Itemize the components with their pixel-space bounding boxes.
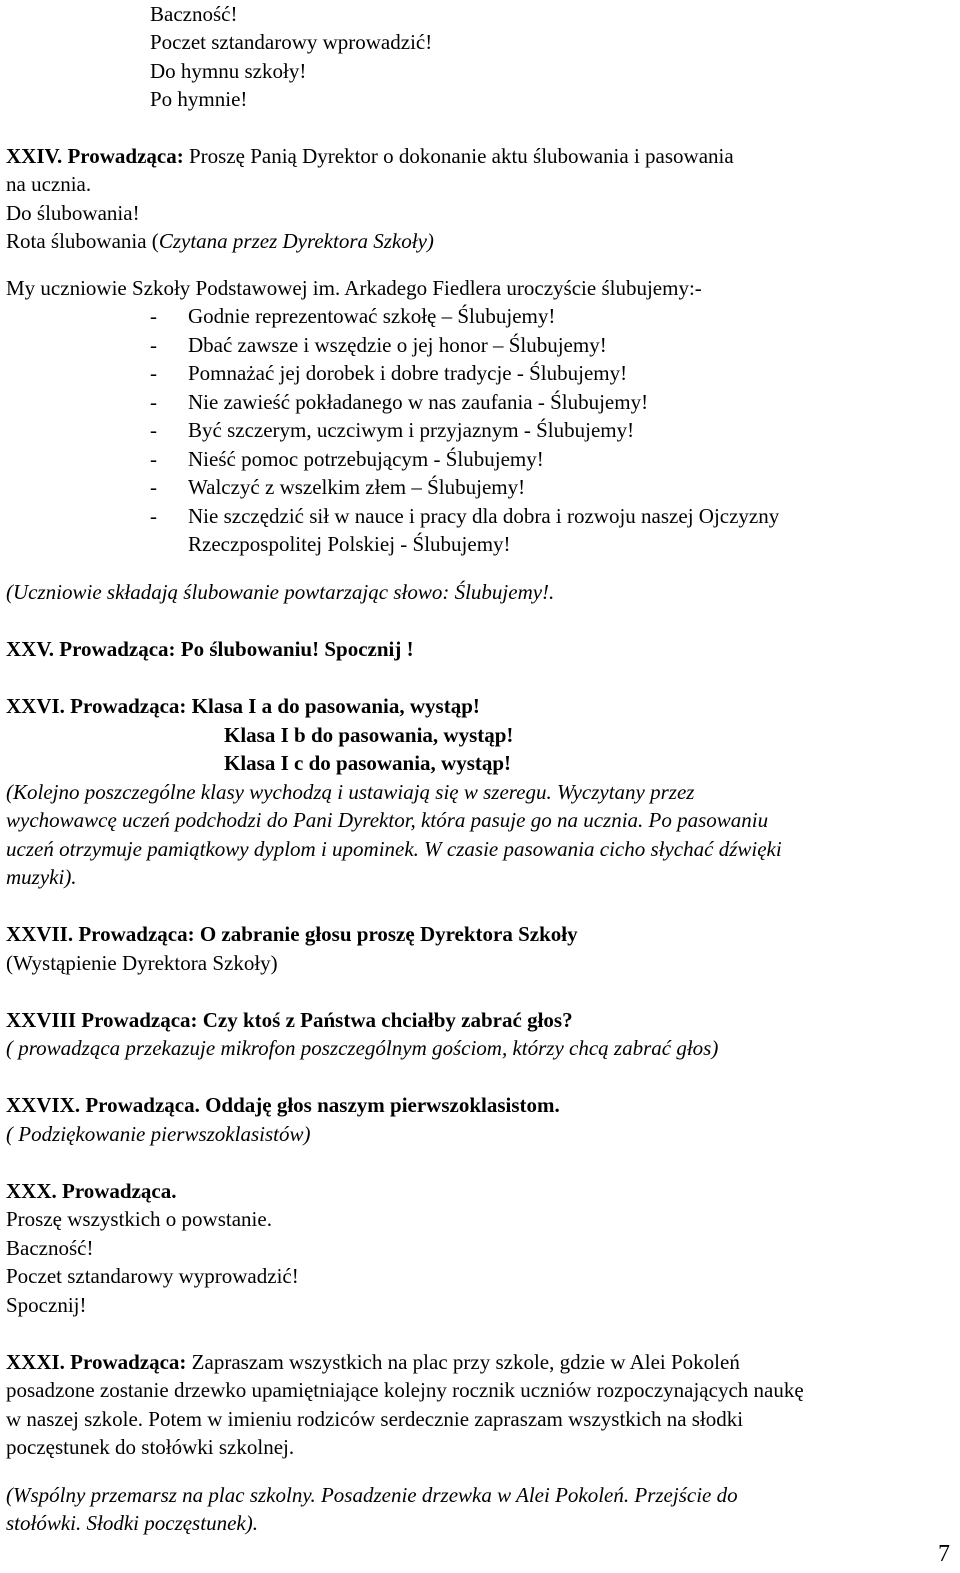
rota-note: Czytana przez Dyrektora Szkoły) (158, 229, 434, 253)
stage-note: stołówki. Słodki poczęstunek). (6, 1511, 258, 1535)
vow-dash: - (150, 447, 157, 471)
section-text: Do ślubowania! (6, 201, 140, 225)
opening-line: Do hymnu szkoły! (150, 59, 307, 83)
section-text: na ucznia. (6, 172, 92, 196)
stage-note: ( prowadząca przekazuje mikrofon poszczególnym gościom, którzy chcą zabrać głos) (6, 1036, 719, 1060)
opening-line: Baczność! (150, 2, 238, 26)
vow-item: Pomnażać jej dorobek i dobre tradycje - Ślubujemy! (188, 361, 628, 385)
rota-heading (6, 227, 434, 256)
vow-dash: - (150, 390, 157, 414)
rota-label: Rota ślubowania ( (6, 229, 159, 253)
vow-item: Nie zawieść pokładanego w nas zaufania - Ślubujemy! (188, 390, 649, 414)
vow-item: Nie szczędzić sił w nauce i pracy dla dobra i rozwoju naszej Ojczyzny (188, 504, 780, 528)
section-xxvix-heading: XXVIX. Prowadząca. Oddaję głos naszym pierwszoklasistom. (6, 1093, 560, 1117)
section-xxv-heading: XXV. Prowadząca: Po ślubowaniu! Spocznij ! (6, 637, 414, 661)
speaker-label: Prowadząca: (67, 144, 184, 168)
stage-note: wychowawcę uczeń podchodzi do Pani Dyrektor, która pasuje go na ucznia. Po pasowaniu (6, 808, 769, 832)
class-call: Klasa I c do pasowania, wystąp! (224, 751, 512, 775)
section-text: poczęstunek do stołówki szkolnej. (6, 1435, 295, 1459)
section-text: w naszej szkole. Potem w imieniu rodziców serdecznie zapraszam wszystkich na słodki (6, 1407, 744, 1431)
section-text: Zapraszam wszystkich na plac przy szkole, gdzie w Alei Pokoleń (191, 1350, 740, 1374)
section-xxxi-heading (6, 1348, 740, 1377)
speaker-label: Prowadząca: (70, 1350, 187, 1374)
page-number: 7 (938, 1541, 950, 1567)
section-xxiv-heading (6, 142, 734, 171)
vow-dash: - (150, 333, 157, 357)
vow-item: Walczyć z wszelkim złem – Ślubujemy! (188, 475, 526, 499)
vow-item-continuation: Rzeczpospolitej Polskiej - Ślubujemy! (188, 532, 511, 556)
vow-item: Nieść pomoc potrzebującym - Ślubujemy! (188, 447, 544, 471)
vow-item: Godnie reprezentować szkołę – Ślubujemy! (188, 304, 556, 328)
vow-dash: - (150, 418, 157, 442)
vow-dash: - (150, 361, 157, 385)
section-text: posadzone zostanie drzewko upamiętniające kolejny rocznik uczniów rozpoczynających naukę (6, 1378, 804, 1402)
vow-intro: My uczniowie Szkoły Podstawowej im. Arkadego Fiedlera uroczyście ślubujemy:- (6, 276, 702, 300)
opening-line: Po hymnie! (150, 87, 248, 111)
vow-dash: - (150, 504, 157, 528)
stage-note: muzyki). (6, 865, 77, 889)
section-xxvii-heading: XXVII. Prowadząca: O zabranie głosu proszę Dyrektora Szkoły (6, 922, 578, 946)
section-number: XXXI. (6, 1350, 65, 1374)
section-xxvi-heading: XXVI. Prowadząca: Klasa I a do pasowania, wystąp! (6, 694, 480, 718)
stage-note: uczeń otrzymuje pamiątkowy dyplom i upominek. W czasie pasowania cicho słychać dźwięki (6, 837, 782, 861)
class-call: Klasa I b do pasowania, wystąp! (224, 723, 514, 747)
vow-dash: - (150, 304, 157, 328)
section-xxviii-heading: XXVIII Prowadząca: Czy ktoś z Państwa chciałby zabrać głos? (6, 1008, 573, 1032)
vow-note: (Uczniowie składają ślubowanie powtarzając słowo: Ślubujemy!. (6, 580, 555, 604)
stage-note: (Wspólny przemarsz na plac szkolny. Posadzenie drzewka w Alei Pokoleń. Przejście do (6, 1483, 738, 1507)
vow-item: Być szczerym, uczciwym i przyjaznym - Ślubujemy! (188, 418, 635, 442)
section-text: Baczność! (6, 1236, 94, 1260)
section-text: Poczet sztandarowy wyprowadzić! (6, 1264, 299, 1288)
stage-note: ( Podziękowanie pierwszoklasistów) (6, 1122, 311, 1146)
vow-dash: - (150, 475, 157, 499)
stage-note: (Wystąpienie Dyrektora Szkoły) (6, 951, 278, 975)
section-text: Proszę Panią Dyrektor o dokonanie aktu ślubowania i pasowania (188, 144, 734, 168)
opening-line: Poczet sztandarowy wprowadzić! (150, 30, 433, 54)
section-text: Proszę wszystkich o powstanie. (6, 1207, 272, 1231)
section-number: XXIV. (6, 144, 63, 168)
section-text: Spocznij! (6, 1293, 87, 1317)
vow-item: Dbać zawsze i wszędzie o jej honor – Ślubujemy! (188, 333, 607, 357)
stage-note: (Kolejno poszczególne klasy wychodzą i ustawiają się w szeregu. Wyczytany przez (6, 780, 695, 804)
section-xxx-heading: XXX. Prowadząca. (6, 1179, 177, 1203)
